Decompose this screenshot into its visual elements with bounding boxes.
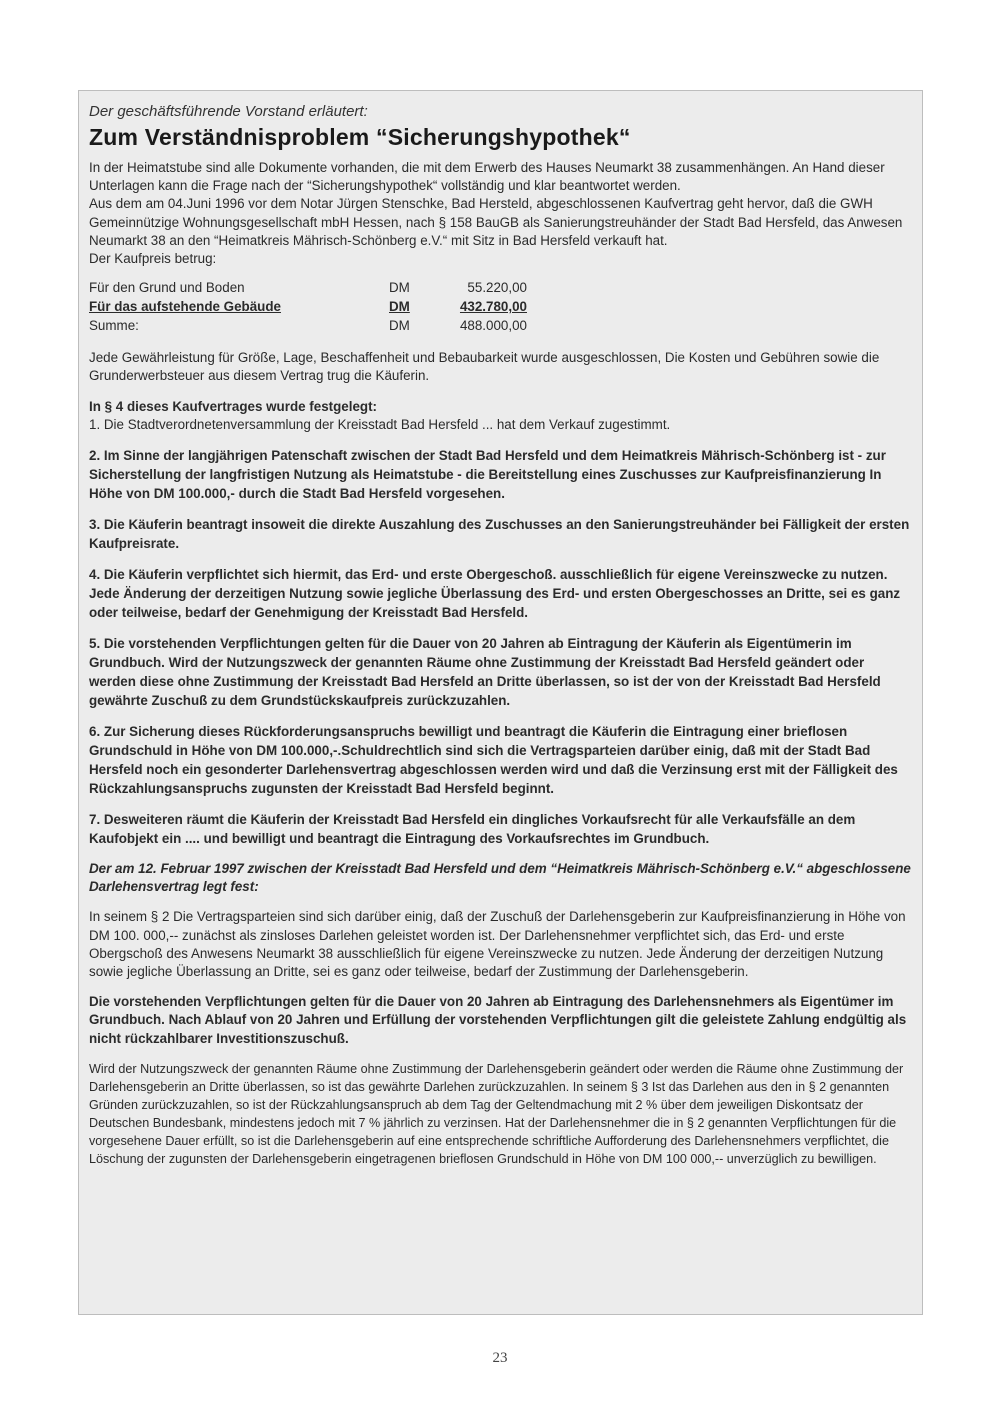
loan-heading: Der am 12. Februar 1997 zwischen der Kreisstadt Bad Hersfeld und dem “Heimatkreis Mährisch-Schönberg e.V.“ abgeschlossene Darlehensvertrag legt fest:	[89, 861, 911, 895]
price-label: Für den Grund und Boden	[89, 280, 245, 296]
price-table	[89, 280, 527, 337]
price-row-land	[89, 280, 527, 299]
intro-paragraph-3: Der Kaufpreis betrug:	[89, 251, 217, 267]
price-amount: 55.220,00	[467, 280, 527, 296]
price-currency: DM	[389, 318, 410, 334]
contract-heading: In § 4 dieses Kaufvertrages wurde festgelegt:	[89, 398, 377, 414]
price-amount: 432.780,00	[459, 299, 527, 315]
contract-item-1: 1. Die Stadtverordnetenversammlung der Kreisstadt Bad Hersfeld ... hat dem Verkauf zugestimmt.	[89, 416, 671, 432]
loan-paragraph-1: In seinem § 2 Die Vertragsparteien sind sich darüber einig, daß der Zuschuß der Darlehensgeberin zur Kaufpreisfinanzierung in Höhe von DM 100. 000,-- zunächst als zinsloses Darlehen geleistet worden ist. Der Darlehensnehmer verpflichtet sich, das Erd- und erste Obergschoß des Anwesens Neumarkt 38 ausschließlich für eigene Vereinszwecke zu nutzen. Jede Änderung der derzeitigen Nutzung sowie jegliche Überlassung an Dritte, sei es ganz oder teilweise, bedarf der Zustimmung der Darlehensgeberin.	[89, 909, 906, 980]
contract-item-5: 5. Die vorstehenden Verpflichtungen gelten für die Dauer von 20 Jahren ab Eintragung der Käuferin als Eigentümerin im Grundbuch. Wird der Nutzungszweck der genannten Räume ohne Zustimmung der Kreisstadt Bad Hersfeld geändert oder werden diese ohne Zustimmung der Kreisstadt Bad Hersfeld an Dritte überlassen, so ist der von der Kreisstadt Bad Hersfeld gewährte Zuschuß zu dem Grundstückskaufpreis zurückzuzahlen.	[89, 636, 881, 709]
price-row-building	[89, 299, 527, 318]
price-amount: 488.000,00	[459, 318, 527, 334]
loan-paragraph-2: Die vorstehenden Verpflichtungen gelten für die Dauer von 20 Jahren ab Eintragung des Darlehensnehmers als Eigentümer im Grundbuch. Nach Ablauf von 20 Jahren und Erfüllung der vorstehenden Verpflichtungen gilt die geleistete Zahlung endgültig als nicht rückzahlbarer Investitionszuschuß.	[89, 994, 907, 1046]
contract-item-7: 7. Desweiteren räumt die Käuferin der Kreisstadt Bad Hersfeld ein dingliches Vorkaufsrecht für alle Verkaufsfälle an dem Kaufobjekt ein .... und bewilligt und beantragt die Eintragung des Vorkaufsrechtes im Grundbuch.	[89, 812, 856, 847]
contract-item-3: 3. Die Käuferin beantragt insoweit die direkte Auszahlung des Zuschusses an den Sanierungstreuhänder bei Fälligkeit der ersten Kaufpreisrate.	[89, 517, 910, 552]
intro-paragraph-1: In der Heimatstube sind alle Dokumente vorhanden, die mit dem Erwerb des Hauses Neumarkt 38 zusammenhängen. An Hand dieser Unterlagen kann die Frage nach der “Sicherungshypothek“ vollständig und klar beantwortet werden.	[89, 160, 885, 194]
article-box	[78, 90, 923, 1315]
contract-item-2: 2. Im Sinne der langjährigen Patenschaft zwischen der Stadt Bad Hersfeld und dem Heimatkreis Mährisch-Schönberg ist - zur Sicherstellung der langfristigen Nutzung als Heimatstube - die Bereitstellung eines Zuschusses zur Kaufpreisfinanzierung In Höhe von DM 100.000,- durch die Stadt Bad Hersfeld vorgesehen.	[89, 448, 886, 502]
article-title: Zum Verständnisproblem “Sicherungshypothek“	[89, 124, 631, 150]
contract-item-6: 6. Zur Sicherung dieses Rückforderungsanspruchs bewilligt und beantragt die Käuferin die Eintragung einer brieflosen Grundschuld in Höhe von DM 100.000,-.Schuldrechtlich sind sich die Vertragsparteien darüber einig, daß mit der Stadt Bad Hersfeld noch ein gesonderter Darlehensvertrag abgeschlossen werden wird und daß die Verzinsung erst mit der Fälligkeit des Rückzahlungsanspruchs zugunsten der Kreisstadt Bad Hersfeld beginnt.	[89, 724, 898, 797]
price-label: Für das aufstehende Gebäude	[89, 299, 281, 315]
article-kicker: Der geschäftsführende Vorstand erläutert:	[89, 103, 368, 120]
price-currency: DM	[389, 299, 410, 315]
contract-item-4: 4. Die Käuferin verpflichtet sich hiermit, das Erd- und erste Obergeschoß. ausschließlich für eigene Vereinszwecke zu nutzen. Jede Änderung der derzeitigen Nutzung sowie jegliche Überlassung des Erd- und ersten Obergeschosses an Dritte, sei es ganz oder teilweise, bedarf der Genehmigung der Kreisstadt Bad Hersfeld.	[89, 567, 901, 621]
loan-paragraph-3: Wird der Nutzungszweck der genannten Räume ohne Zustimmung der Darlehensgeberin geändert oder werden die Räume ohne Zustimmung der Darlehensgeberin an Dritte überlassen, so ist das gewährte Darlehen zurückzuzahlen. In seinem § 3 Ist das Darlehen aus den in § 2 genannten Gründen zurückzuzahlen, so ist der Rückzahlungsanspruch ab dem Tag der Geltendmachung mit 2 % über dem jeweiligen Diskontsatz der Deutschen Bundesbank, mindestens jedoch mit 7 % jährlich zu verzinsen. Hat der Darlehensnehmer die in § 2 genannten Verpflichtungen für die vorgesehene Dauer erfüllt, so ist die Darlehensgeberin auf eine entsprechende schriftliche Aufforderung des Darlehensnehmers verpflichtet, die Löschung der zugunsten der Darlehensgeberin eingetragenen brieflosen Grundschuld in Höhe von DM 100 000,-- unverzüglich zu bewilligen.	[89, 1061, 904, 1166]
intro-paragraph-2: Aus dem am 04.Juni 1996 vor dem Notar Jürgen Stenschke, Bad Hersteld, abgeschlossenen Kaufvertrag geht hervor, daß die GWH Gemeinnützige Wohnungsgesellschaft mbH Hessen, nach § 158 BauGB als Sanierungstreuhänder der Stadt Bad Hersfeld, das Anwesen Neumarkt 38 an den “Heimatkreis Mährisch-Schönberg e.V.“ mit Sitz in Bad Hersfeld verkauft hat.	[89, 196, 903, 248]
page-number: 23	[492, 1350, 508, 1366]
price-currency: DM	[389, 280, 410, 296]
price-label: Summe:	[89, 318, 139, 334]
warranty-paragraph: Jede Gewährleistung für Größe, Lage, Beschaffenheit und Bebaubarkeit wurde ausgeschlossen, Die Kosten und Gebühren sowie die Grunderwerbsteuer aus diesem Vertrag trug die Käuferin.	[89, 350, 880, 384]
price-row-total	[89, 318, 527, 337]
